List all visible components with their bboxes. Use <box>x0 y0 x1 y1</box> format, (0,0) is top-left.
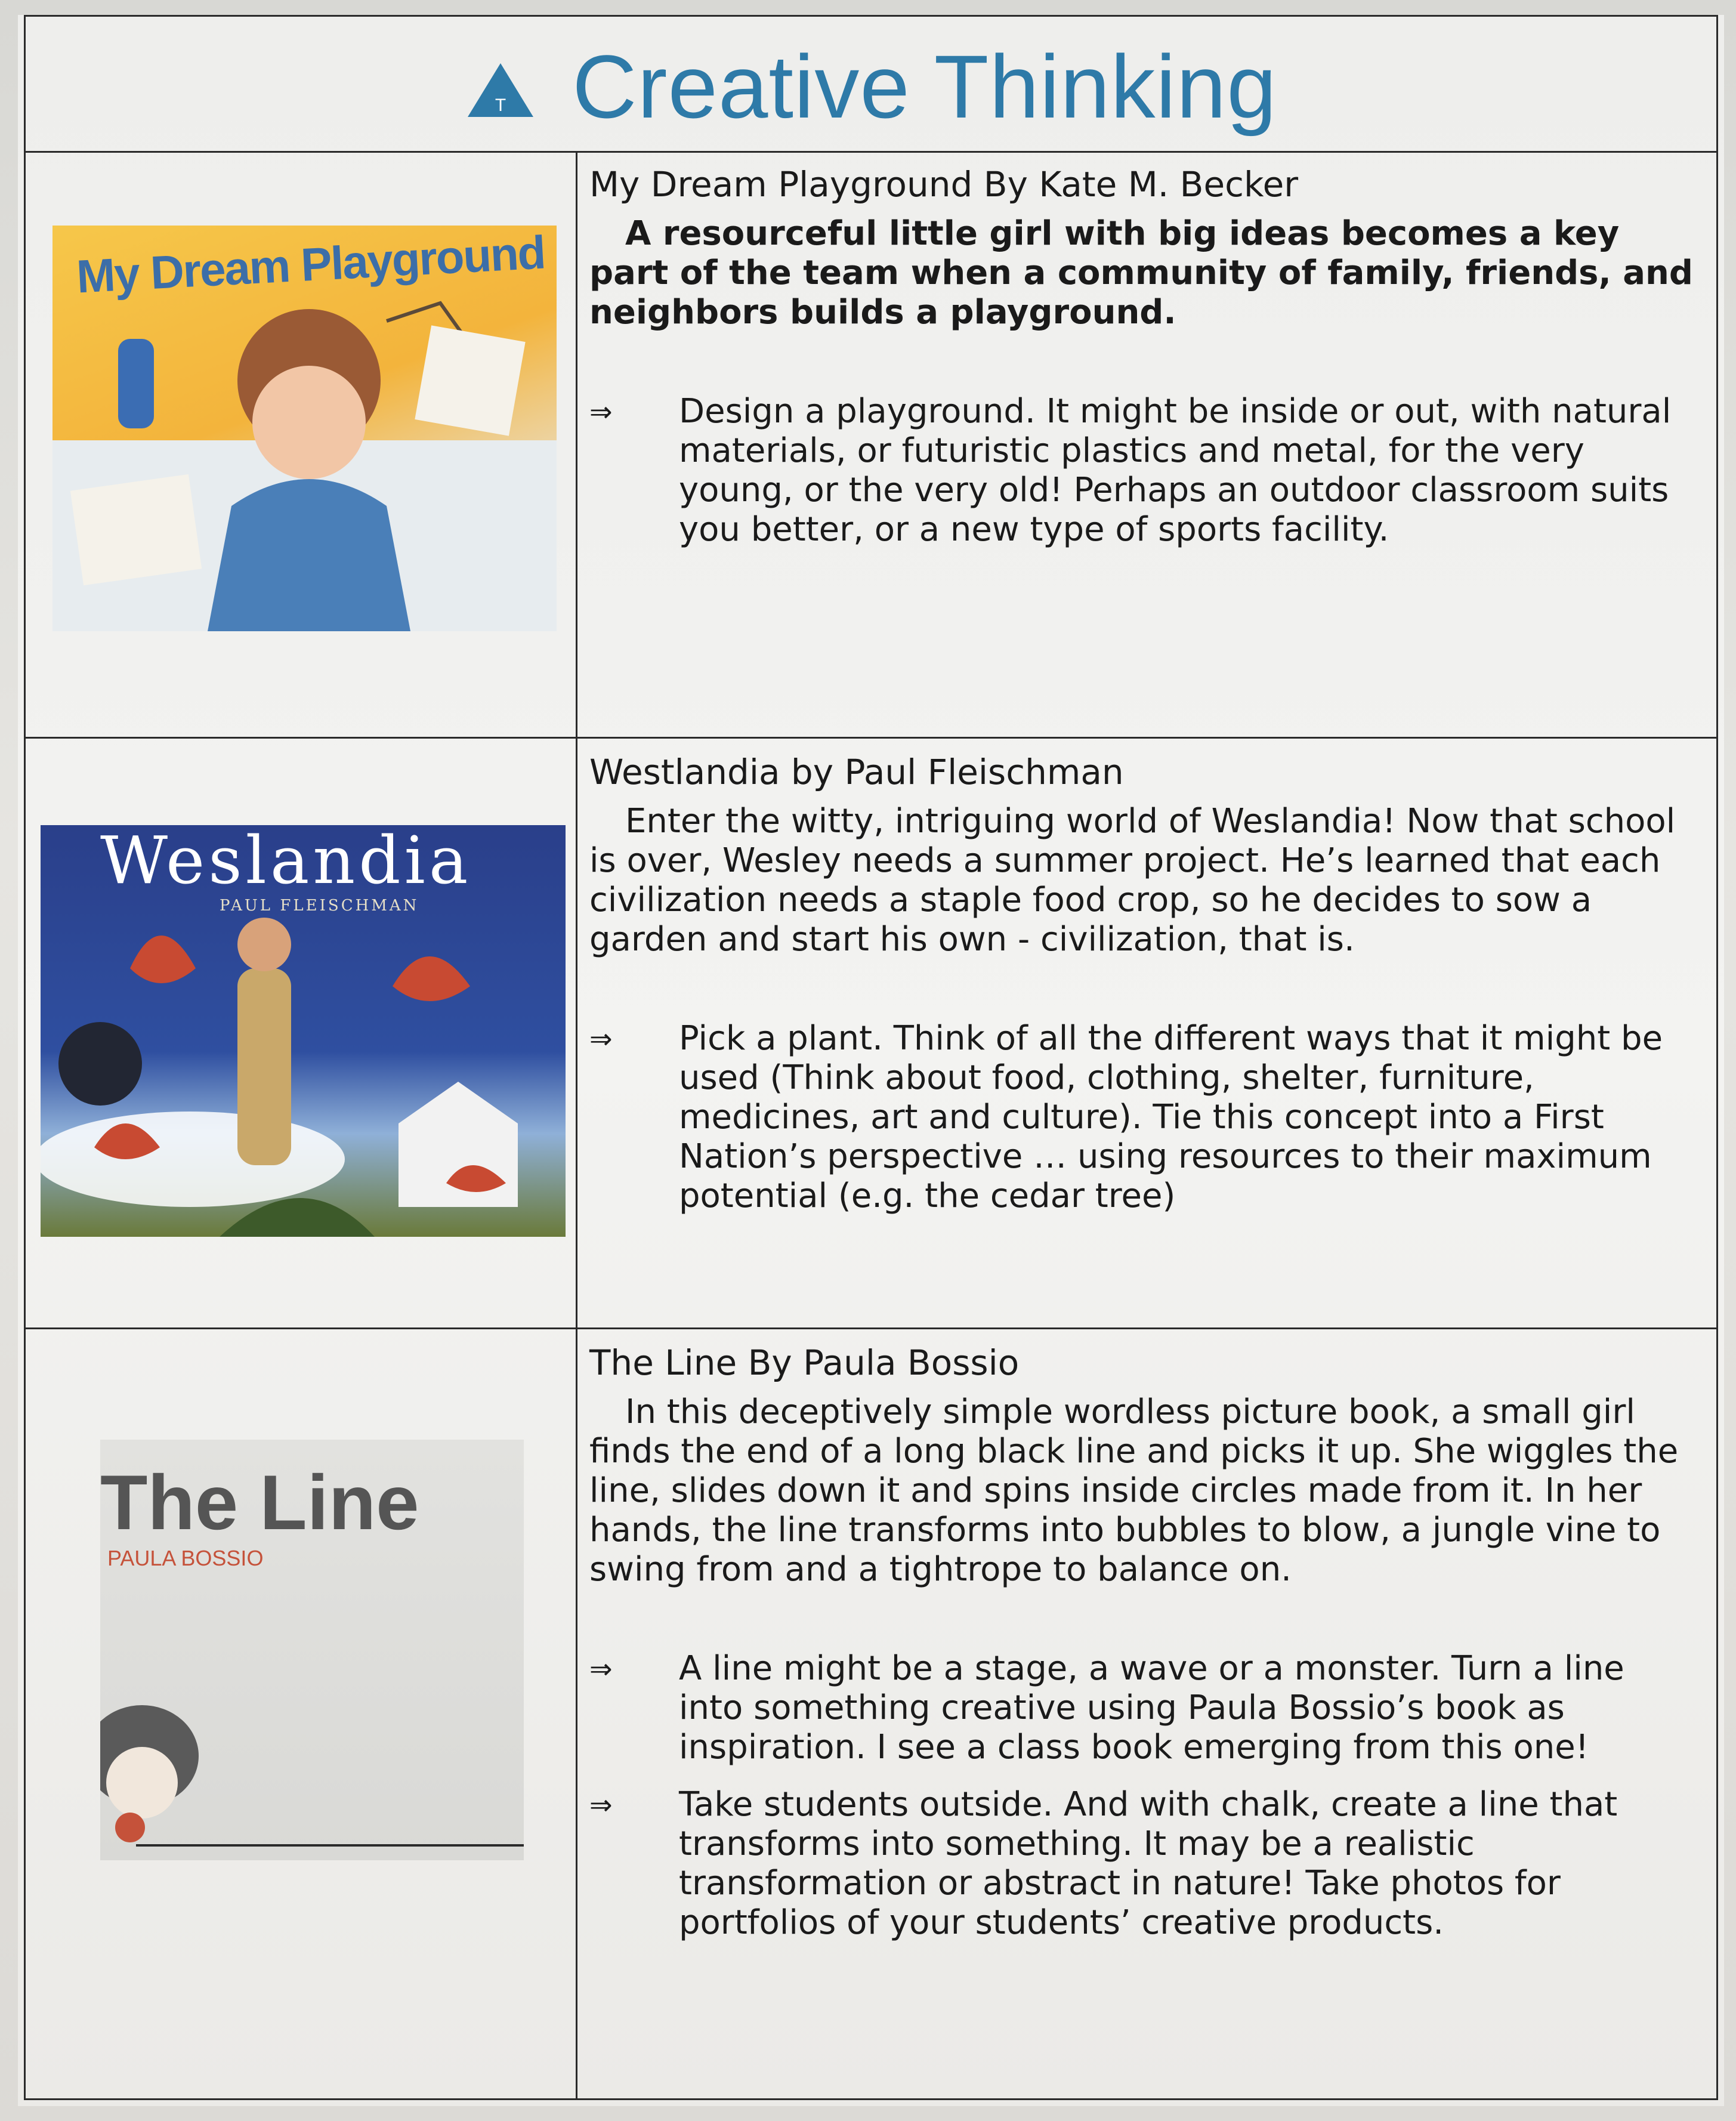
cover-title-the-line: The Line <box>100 1459 419 1546</box>
book-summary: Enter the witty, intriguing world of Weslandia! Now that school is over, Wesley needs a summer project. He’s learned that each civilization needs a staple food crop, so he decides to sow a garden and start his own - civilization, that is. <box>589 802 1676 959</box>
activity-item <box>589 1649 1716 1767</box>
cover-author-weslandia: PAUL FLEISCHMAN <box>220 897 419 915</box>
triangle-logo-icon <box>465 60 536 120</box>
header <box>26 17 1716 153</box>
table-frame <box>24 15 1718 2100</box>
activity-text: Take students outside. And with chalk, create a line that transforms into something. It may be a realistic transformation or abstract in nature! Take photos for portfolios of your students’ creative products. <box>679 1785 1618 1942</box>
cover-title-weslandia: Weslandia <box>100 825 472 899</box>
activity-text: Design a playground. It might be inside or out, with natural materials, or futuristic plastics and metal, for the very young, or the very old! Perhaps an outdoor classroom suits you better, or a new type of sports facility. <box>679 392 1672 549</box>
page-title: Creative Thinking <box>572 36 1277 137</box>
activity-item <box>589 1019 1716 1216</box>
description-cell <box>577 151 1716 737</box>
book-row <box>26 151 1716 739</box>
cover-cell <box>26 151 577 737</box>
book-row <box>26 1329 1716 2099</box>
worksheet-page <box>18 15 1724 2106</box>
book-summary: In this deceptively simple wordless picture book, a small girl finds the end of a long black line and picks it up. She wiggles the line, slides down it and spins inside circles made from it. In her hands, the line transforms into bubbles to blow, a jungle vine to swing from and a tightrope to balance on. <box>589 1393 1679 1589</box>
logo-letter: T <box>495 95 506 115</box>
book-cover-the-line <box>100 1440 524 1860</box>
description-cell <box>577 1329 1716 2099</box>
activity-text: A line might be a stage, a wave or a monster. Turn a line into something creative using Paula Bossio’s book as inspiration. I see a class book emerging from this one! <box>679 1649 1624 1767</box>
book-heading: The Line By Paula Bossio <box>589 1342 1020 1383</box>
description-cell <box>577 739 1716 1327</box>
activity-item <box>589 392 1716 549</box>
book-cover-my-dream-playground <box>52 226 557 631</box>
book-cover-weslandia <box>41 825 566 1237</box>
activity-item <box>589 1785 1716 1943</box>
arrow-icon: ⇒ <box>589 1023 613 1055</box>
cover-title-my-dream-playground: My Dream Playground <box>75 226 546 303</box>
activity-text: Pick a plant. Think of all the different ways that it might be used (Think about food, clothing, shelter, furniture, medicines, art and culture). Tie this concept into a First Nation’s perspective … using resources to their maximum potential (e.g. the cedar tree) <box>679 1019 1663 1215</box>
arrow-icon: ⇒ <box>589 396 613 428</box>
book-heading: My Dream Playground By Kate M. Becker <box>589 164 1299 205</box>
arrow-icon: ⇒ <box>589 1653 613 1685</box>
book-summary: A resourceful little girl with big ideas becomes a key part of the team when a community of family, friends, and neighbors builds a playground. <box>589 214 1693 332</box>
book-row <box>26 739 1716 1329</box>
cover-cell <box>26 739 577 1327</box>
cover-author-the-line: PAULA BOSSIO <box>107 1546 264 1570</box>
cover-cell <box>26 1329 577 2099</box>
arrow-icon: ⇒ <box>589 1789 613 1821</box>
book-heading: Westlandia by Paul Fleischman <box>589 752 1124 792</box>
